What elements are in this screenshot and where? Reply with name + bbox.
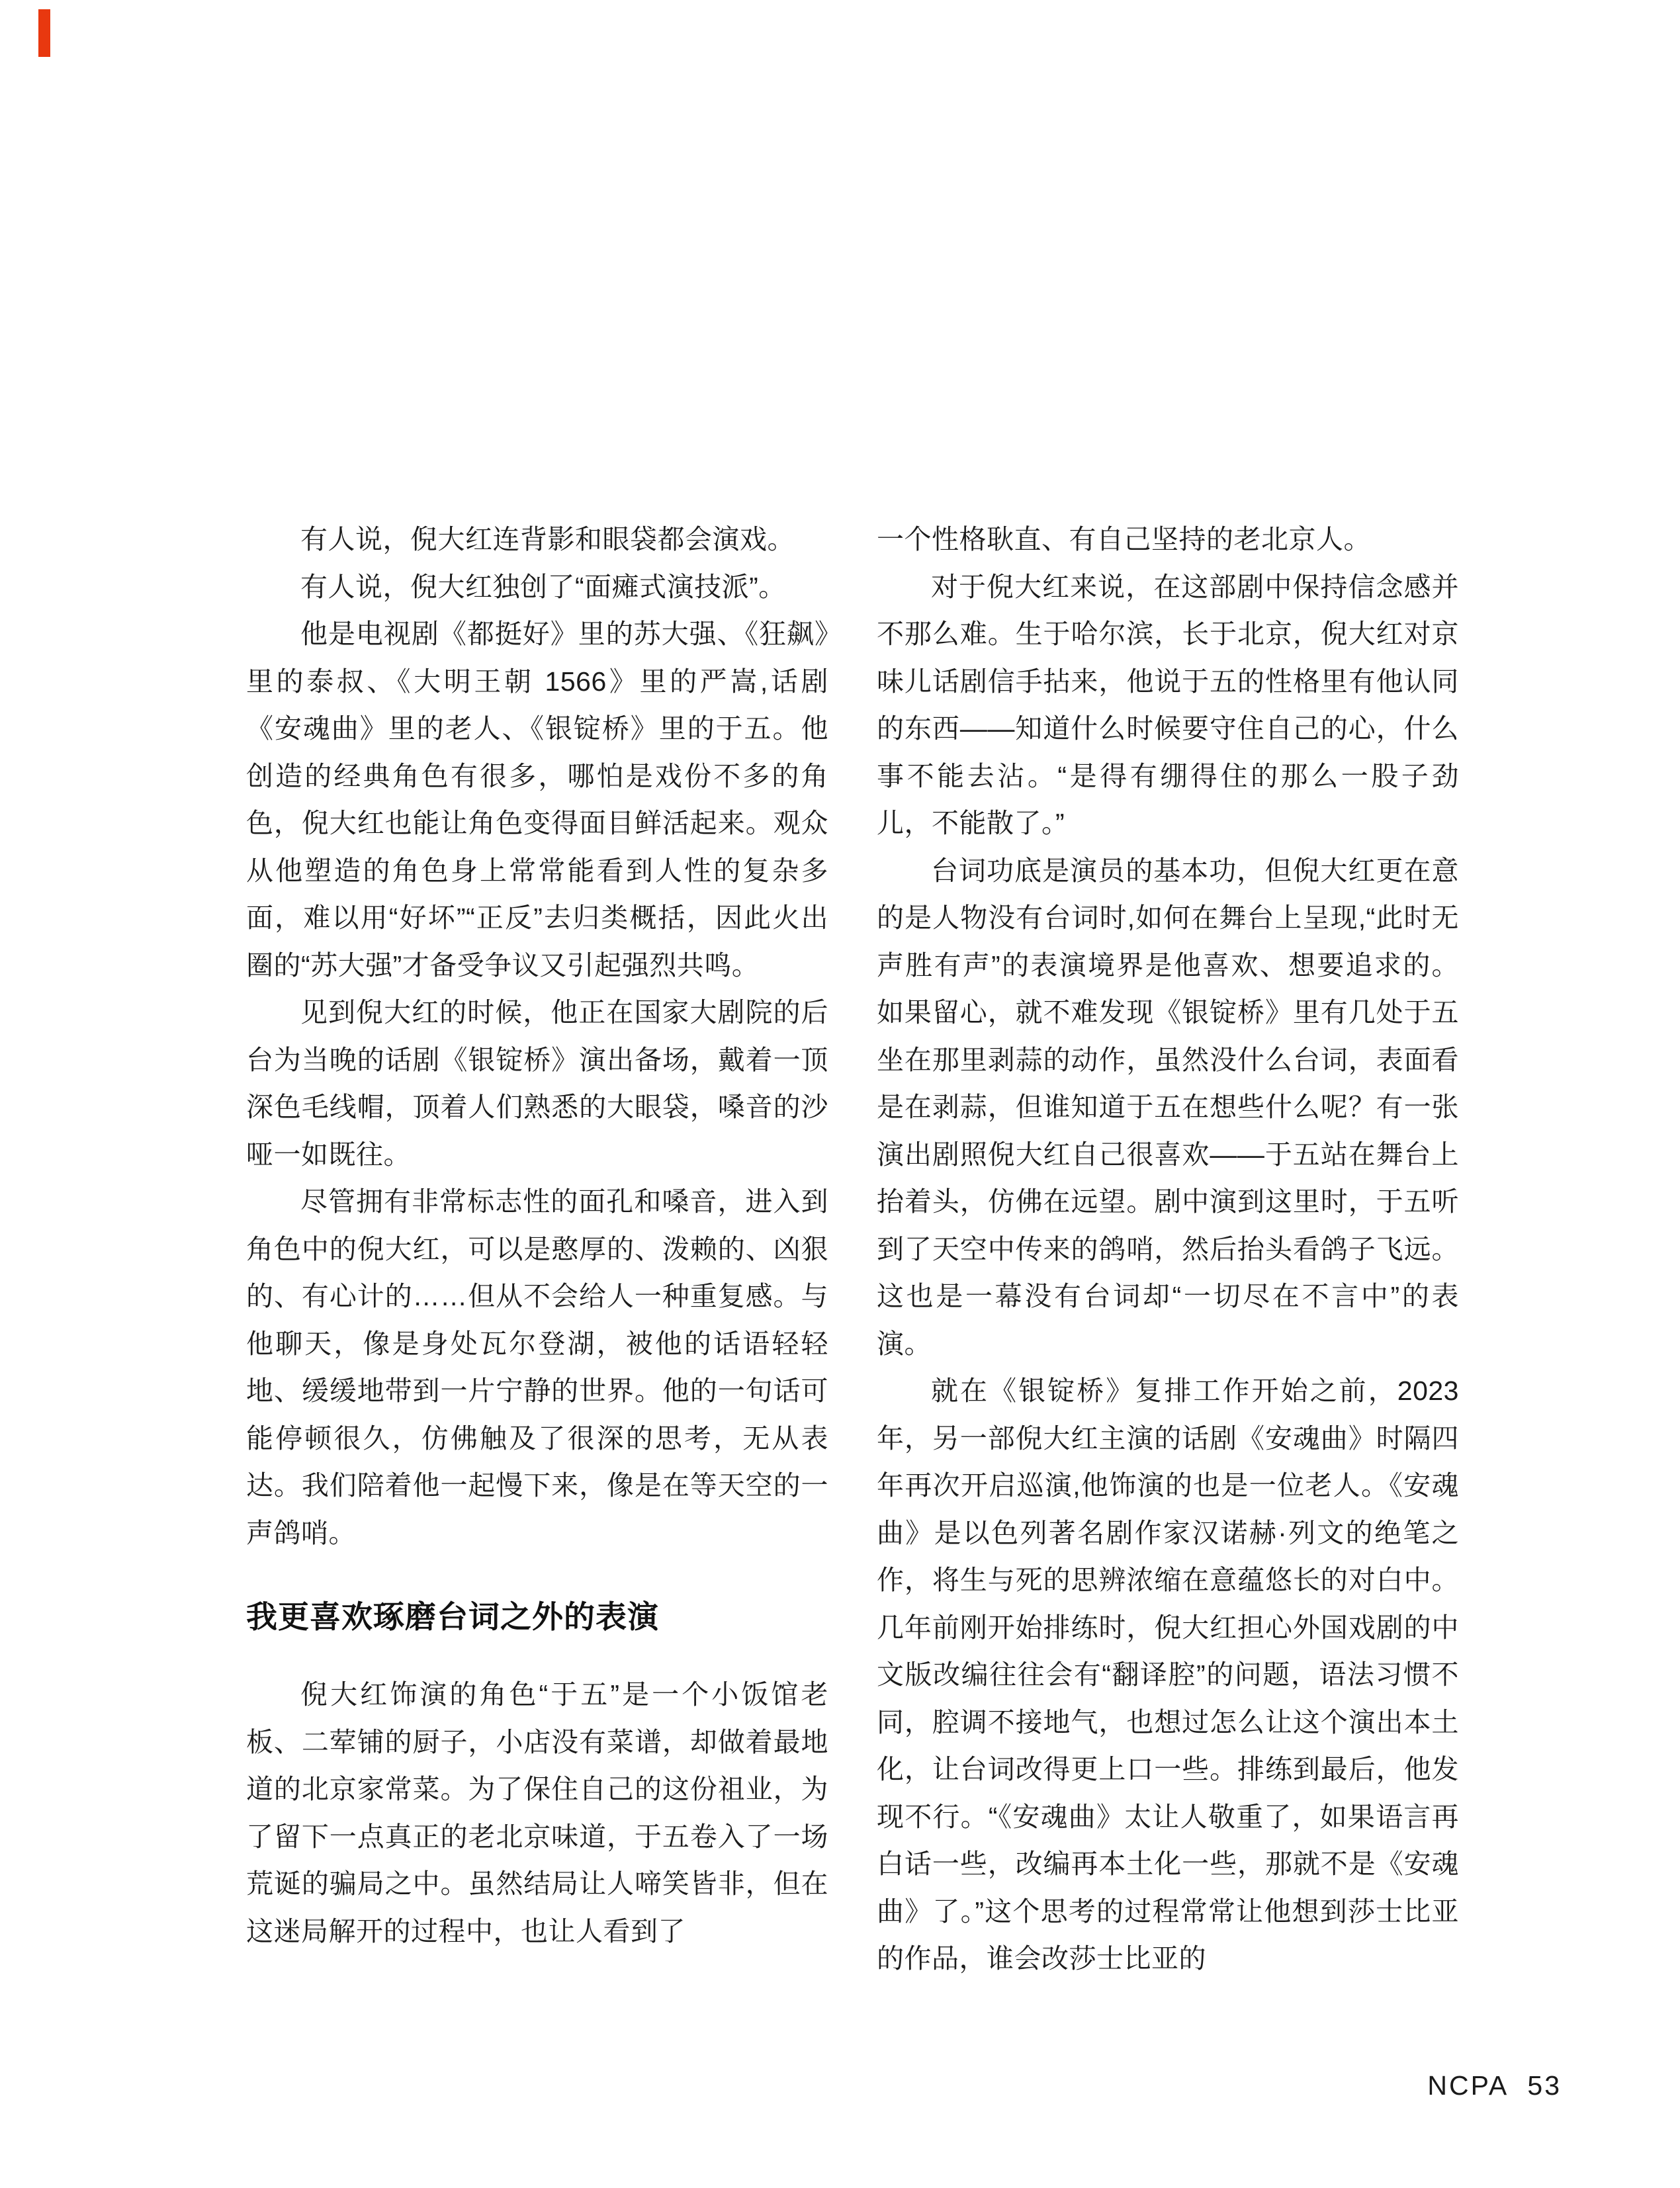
section-heading: 我更喜欢琢磨台词之外的表演 (246, 1599, 659, 1634)
right-column (877, 516, 1459, 1983)
paragraph: 对于倪大红来说，在这部剧中保持信念感并不那么难。生于哈尔滨，长于北京，倪大红对京味儿话剧信手拈来，他说于五的性格里有他认同的东西——知道什么时候要守住自己的心，什么事不能去沾。“是得有绷得住的那么一股子劲儿，不能散了。” (877, 571, 1459, 838)
paragraph: 尽管拥有非常标志性的面孔和嗓音，进入到角色中的倪大红，可以是憨厚的、泼赖的、凶狠的、有心计的……但从不会给人一种重复感。与他聊天，像是身处瓦尔登湖，被他的话语轻轻地、缓缓地带到一片宁静的世界。他的一句话可能停顿很久，仿佛触及了很深的思考，无从表达。我们陪着他一起慢下来，像是在等天空的一声鸽哨。 (246, 1186, 828, 1548)
red-page-tab-icon (38, 9, 50, 57)
paragraph: 一个性格耿直、有自己坚持的老北京人。 (877, 524, 1371, 554)
paragraph: 台词功底是演员的基本功，但倪大红更在意的是人物没有台词时,如何在舞台上呈现,“此时无声胜有声”的表演境界是他喜欢、想要追求的。如果留心，就不难发现《银锭桥》里有几处于五坐在那里剥蒜的动作，虽然没什么台词，表面看是在剥蒜，但谁知道于五在想些什么呢？有一张演出剧照倪大红自己很喜欢——于五站在舞台上抬着头，仿佛在远望。剧中演到这里时，于五听到了天空中传来的鸽哨，然后抬头看鸽子飞远。这也是一幕没有台词却“一切尽在不言中”的表演。 (877, 855, 1459, 1359)
paragraph: 有人说，倪大红独创了“面瘫式演技派”。 (300, 571, 786, 602)
paragraph: 就在《银锭桥》复排工作开始之前，2023 年，另一部倪大红主演的话剧《安魂曲》时隔四年再次开启巡演,他饰演的也是一位老人。《安魂曲》是以色列著名剧作家汉诺赫·列文的绝笔之作，将生与死的思辨浓缩在意蕴悠长的对白中。几年前刚开始排练时，倪大红担心外国戏剧的中文版改编往往会有“翻译腔”的问题，语法习惯不同，腔调不接地气，也想过怎么让这个演出本土化，让台词改得更上口一些。排练到最后，他发现不行。“《安魂曲》太让人敬重了，如果语言再白话一些，改编再本土化一些，那就不是《安魂曲》了。”这个思考的过程常常让他想到莎士比亚的作品，谁会改莎士比亚的 (877, 1376, 1459, 1974)
page-number: NCPA 53 (1427, 2070, 1562, 2101)
paragraph: 他是电视剧《都挺好》里的苏大强、《狂飙》里的泰叔、《大明王朝 1566》里的严嵩,话剧《安魂曲》里的老人、《银锭桥》里的于五。他创造的经典角色有很多，哪怕是戏份不多的角色，倪大红也能让角色变得面目鲜活起来。观众从他塑造的角色身上常常能看到人性的复杂多面，难以用“好坏”“正反”去归类概括，因此火出圈的“苏大强”才备受争议又引起强烈共鸣。 (246, 619, 828, 981)
paragraph: 有人说，倪大红连背影和眼袋都会演戏。 (300, 524, 795, 554)
left-column (246, 516, 828, 1955)
paragraph: 倪大红饰演的角色“于五”是一个小饭馆老板、二荤铺的厨子，小店没有菜谱，却做着最地道的北京家常菜。为了保住自己的这份祖业，为了留下一点真正的老北京味道，于五卷入了一场荒诞的骗局之中。虽然结局让人啼笑皆非，但在这迷局解开的过程中，也让人看到了 (246, 1679, 828, 1947)
paragraph: 见到倪大红的时候，他正在国家大剧院的后台为当晚的话剧《银锭桥》演出备场，戴着一顶深色毛线帽，顶着人们熟悉的大眼袋，嗓音的沙哑一如既往。 (246, 997, 828, 1170)
